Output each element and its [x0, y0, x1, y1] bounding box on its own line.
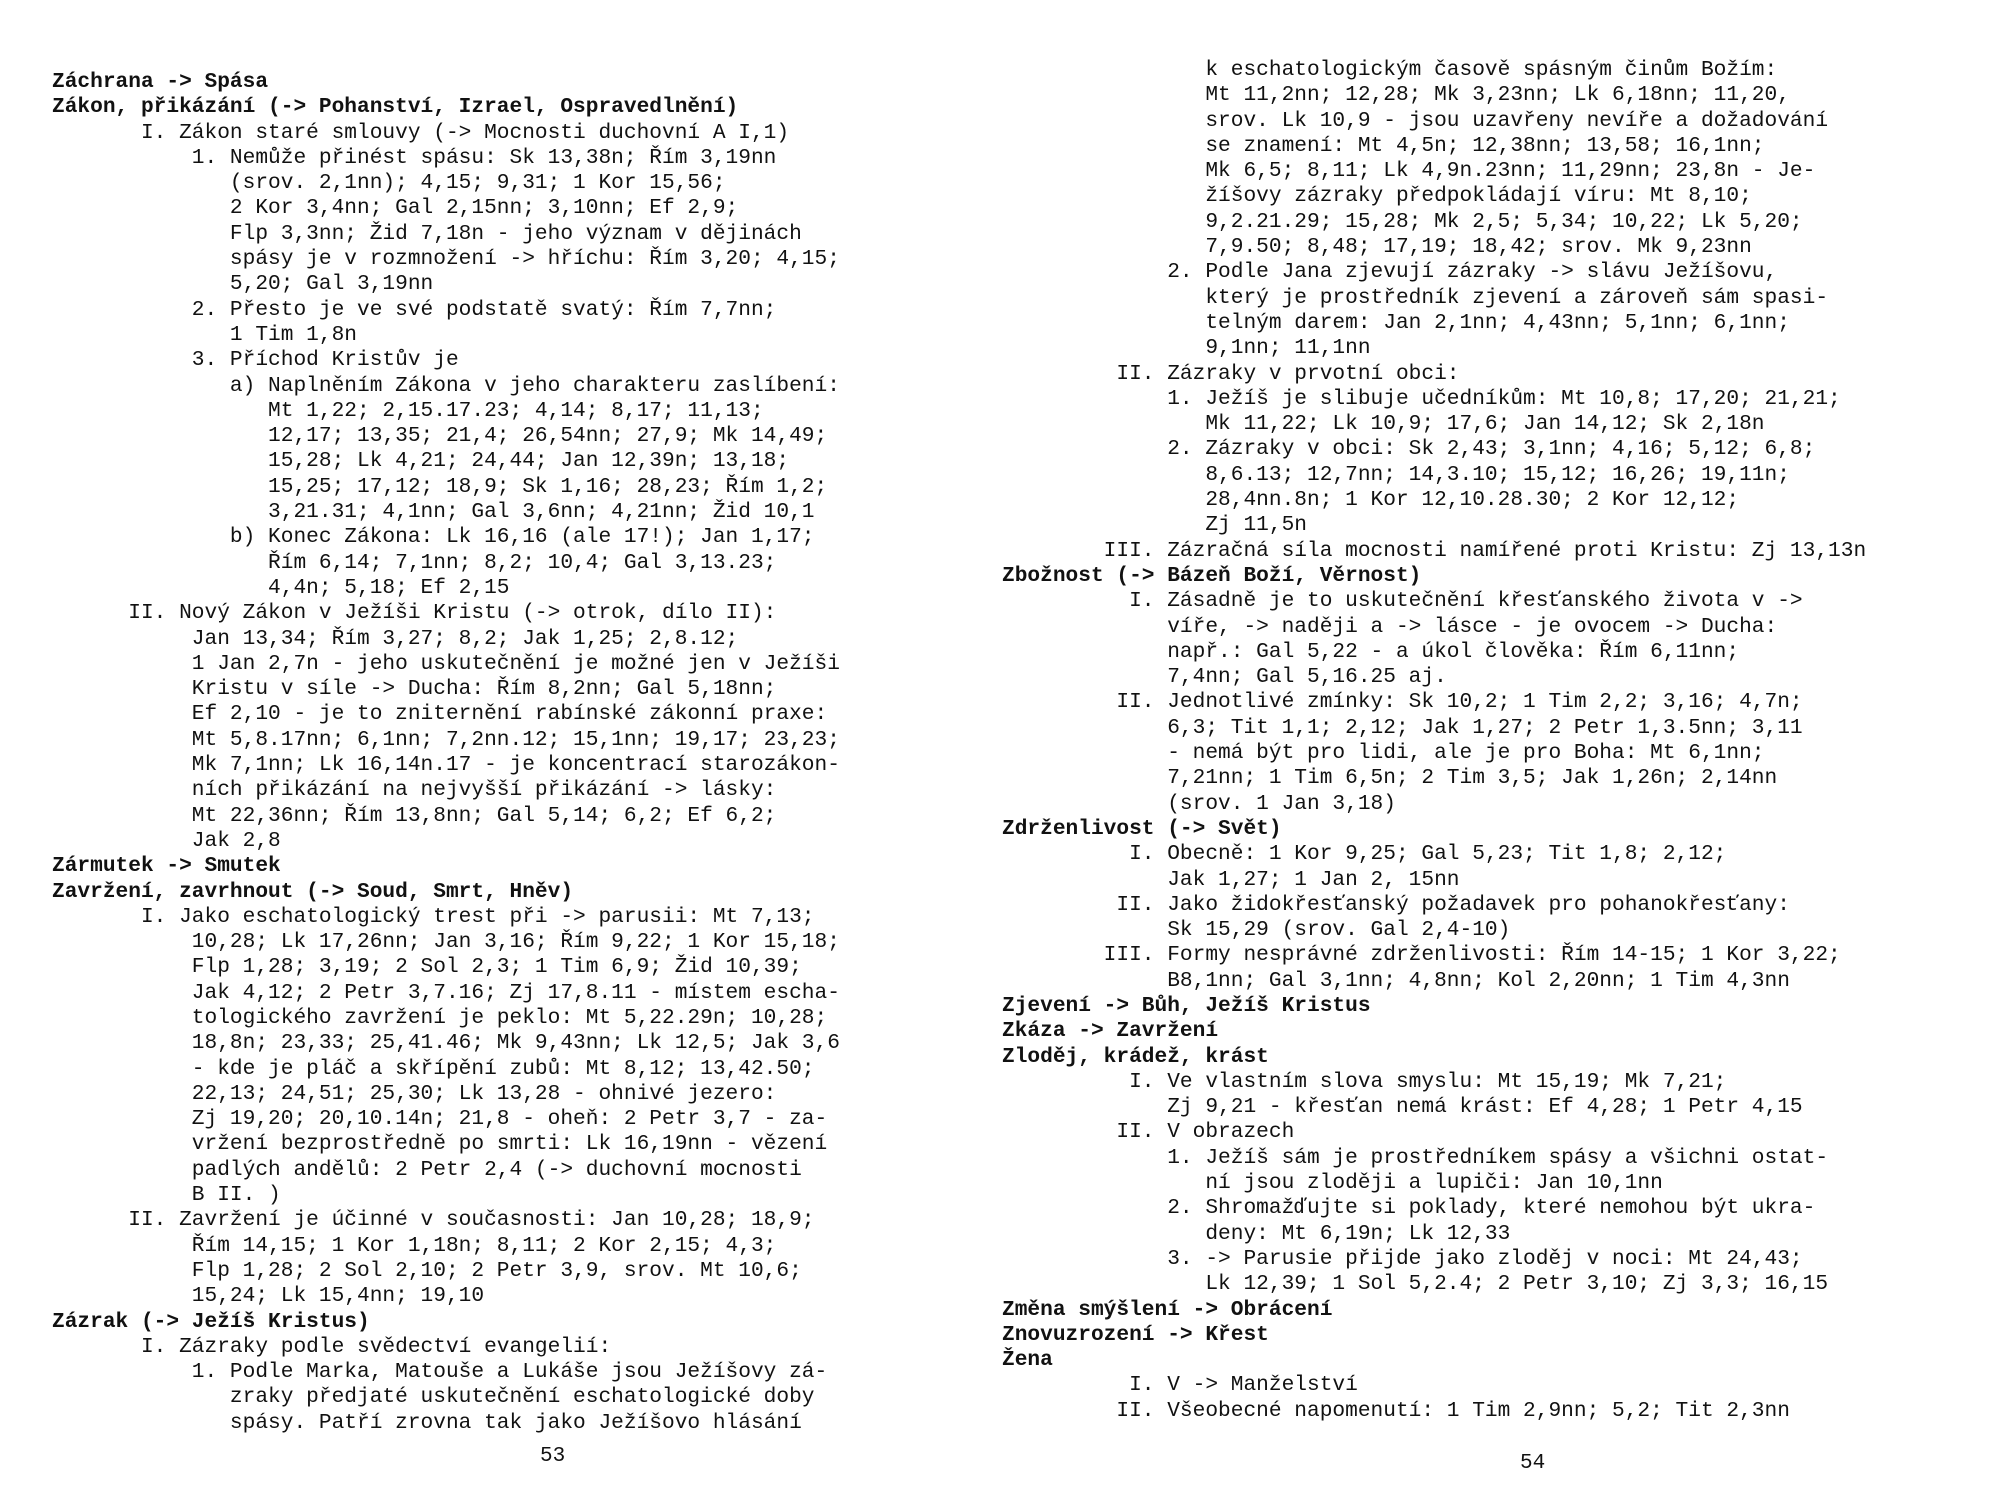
- index-entry-line: Lk 12,39; 1 Sol 5,2.4; 2 Petr 3,10; Zj 3,3; 16,15: [1002, 1272, 1829, 1297]
- index-entry-line: Ef 2,10 - je to zniternění rabínské zákonní praxe:: [52, 702, 828, 727]
- index-entry-line: 7,9.50; 8,48; 17,19; 18,42; srov. Mk 9,23nn: [1002, 235, 1752, 260]
- index-entry-line: b) Konec Zákona: Lk 16,16 (ale 17!); Jan 1,17;: [52, 525, 815, 550]
- index-entry-line: a) Naplněním Zákona v jeho charakteru zaslíbení:: [52, 373, 840, 398]
- index-entry-line: Mt 1,22; 2,15.17.23; 4,14; 8,17; 11,13;: [52, 398, 764, 423]
- index-entry-line: 5,20; Gal 3,19nn: [52, 272, 434, 297]
- index-entry-line: 1. Nemůže přinést spásu: Sk 13,38n; Řím 3,19nn: [52, 145, 777, 170]
- index-entry-line: I. Zákon staré smlouvy (-> Mocnosti duchovní A I,1): [52, 120, 790, 145]
- index-entry-line: např.: Gal 5,22 - a úkol člověka: Řím 6,11nn;: [1002, 639, 1740, 664]
- index-entry-line: III. Zázračná síla mocnosti namířené proti Kristu: Zj 13,13n: [1002, 538, 1867, 563]
- index-entry-line: Flp 1,28; 3,19; 2 Sol 2,3; 1 Tim 6,9; Žid 10,39;: [52, 955, 802, 980]
- index-entry-line: 7,4nn; Gal 5,16.25 aj.: [1002, 665, 1447, 690]
- index-entry-line: Jak 1,27; 1 Jan 2, 15nn: [1002, 867, 1460, 892]
- index-entry-line: Řím 6,14; 7,1nn; 8,2; 10,4; Gal 3,13.23;: [52, 550, 777, 575]
- index-entry-line: 15,25; 17,12; 18,9; Sk 1,16; 28,23; Řím 1,2;: [52, 474, 828, 499]
- index-entry-line: žíšovy zázraky předpokládají víru: Mt 8,10;: [1002, 184, 1752, 209]
- index-entry-line: Flp 3,3nn; Žid 7,18n - jeho význam v dějinách: [52, 221, 802, 246]
- index-headword-line: Zbožnost (-> Bázeň Boží, Věrnost): [1002, 563, 1422, 588]
- index-headword-line: Zavržení, zavrhnout (-> Soud, Smrt, Hněv): [52, 879, 574, 904]
- index-headword-line: Zármutek -> Smutek: [52, 854, 281, 879]
- index-headword-line: Zkáza -> Zavržení: [1002, 1019, 1219, 1044]
- index-entry-line: Mk 11,22; Lk 10,9; 17,6; Jan 14,12; Sk 2,18n: [1002, 412, 1765, 437]
- index-entry-line: 1 Tim 1,8n: [52, 322, 358, 347]
- index-entry-line: Jak 2,8: [52, 828, 281, 853]
- index-entry-line: 10,28; Lk 17,26nn; Jan 3,16; Řím 9,22; 1 Kor 15,18;: [52, 930, 840, 955]
- index-entry-line: Jan 13,34; Řím 3,27; 8,2; Jak 1,25; 2,8.12;: [52, 626, 739, 651]
- index-entry-line: I. V -> Manželství: [1002, 1373, 1358, 1398]
- index-entry-line: 3. Příchod Kristův je: [52, 348, 459, 373]
- index-entry-line: 12,17; 13,35; 21,4; 26,54nn; 27,9; Mk 14,49;: [52, 424, 828, 449]
- left-page-text-column: [52, 70, 962, 1436]
- right-page: [1002, 0, 2004, 1500]
- index-entry-line: II. Nový Zákon v Ježíši Kristu (-> otrok, dílo II):: [52, 601, 777, 626]
- index-entry-line: 4,4n; 5,18; Ef 2,15: [52, 575, 510, 600]
- index-entry-line: víře, -> naději a -> lásce - je ovocem -> Ducha:: [1002, 614, 1778, 639]
- right-page-text-column: [1002, 58, 2002, 1424]
- index-entry-line: I. Zásadně je to uskutečnění křesťanského života v ->: [1002, 589, 1803, 614]
- index-entry-line: telným darem: Jan 2,1nn; 4,43nn; 5,1nn; 6,1nn;: [1002, 310, 1790, 335]
- index-entry-line: B8,1nn; Gal 3,1nn; 4,8nn; Kol 2,20nn; 1 Tim 4,3nn: [1002, 968, 1790, 993]
- index-entry-line: 2. Podle Jana zjevují zázraky -> slávu Ježíšovu,: [1002, 260, 1778, 285]
- index-entry-line: Flp 1,28; 2 Sol 2,10; 2 Petr 3,9, srov. Mt 10,6;: [52, 1258, 802, 1283]
- index-entry-line: I. Jako eschatologický trest při -> parusii: Mt 7,13;: [52, 904, 815, 929]
- index-entry-line: 28,4nn.8n; 1 Kor 12,10.28.30; 2 Kor 12,12;: [1002, 488, 1740, 513]
- index-headword-line: Zákon, přikázání (-> Pohanství, Izrael, Ospravedlnění): [52, 95, 739, 120]
- index-entry-line: (srov. 2,1nn); 4,15; 9,31; 1 Kor 15,56;: [52, 171, 726, 196]
- index-headword-line: Změna smýšlení -> Obrácení: [1002, 1297, 1333, 1322]
- index-entry-line: tologického zavržení je peklo: Mt 5,22.29n; 10,28;: [52, 1005, 828, 1030]
- index-entry-line: - kde je pláč a skřípění zubů: Mt 8,12; 13,42.50;: [52, 1056, 815, 1081]
- index-entry-line: II. Zázraky v prvotní obci:: [1002, 361, 1460, 386]
- index-headword-line: Žena: [1002, 1348, 1053, 1373]
- index-entry-line: ní jsou zloději a lupiči: Jan 10,1nn: [1002, 1171, 1663, 1196]
- index-entry-line: Zj 9,21 - křesťan nemá krást: Ef 4,28; 1 Petr 4,15: [1002, 1095, 1803, 1120]
- index-entry-line: 3,21.31; 4,1nn; Gal 3,6nn; 4,21nn; Žid 10,1: [52, 500, 815, 525]
- index-entry-line: - nemá být pro lidi, ale je pro Boha: Mt 6,1nn;: [1002, 741, 1765, 766]
- index-entry-line: Mt 22,36nn; Řím 13,8nn; Gal 5,14; 6,2; Ef 6,2;: [52, 803, 777, 828]
- index-entry-line: srov. Lk 10,9 - jsou uzavřeny nevíře a dožadování: [1002, 108, 1829, 133]
- index-entry-line: se znamení: Mt 4,5n; 12,38nn; 13,58; 16,1nn;: [1002, 133, 1765, 158]
- index-entry-line: 2 Kor 3,4nn; Gal 2,15nn; 3,10nn; Ef 2,9;: [52, 196, 739, 221]
- page-number: 53: [540, 1445, 566, 1468]
- left-page: [0, 0, 1000, 1500]
- index-entry-line: (srov. 1 Jan 3,18): [1002, 791, 1396, 816]
- index-entry-line: vržení bezprostředně po smrti: Lk 16,19nn - vězení: [52, 1132, 828, 1157]
- index-entry-line: 15,24; Lk 15,4nn; 19,10: [52, 1284, 485, 1309]
- index-entry-line: který je prostředník zjevení a zároveň sám spasi-: [1002, 285, 1829, 310]
- index-entry-line: 15,28; Lk 4,21; 24,44; Jan 12,39n; 13,18;: [52, 449, 790, 474]
- index-entry-line: Kristu v síle -> Ducha: Řím 8,2nn; Gal 5,18nn;: [52, 677, 777, 702]
- index-entry-line: I. Zázraky podle svědectví evangelií:: [52, 1334, 612, 1359]
- index-entry-line: II. Všeobecné napomenutí: 1 Tim 2,9nn; 5,2; Tit 2,3nn: [1002, 1398, 1790, 1423]
- index-entry-line: Sk 15,29 (srov. Gal 2,4-10): [1002, 918, 1511, 943]
- index-entry-line: Zj 19,20; 20,10.14n; 21,8 - oheň: 2 Petr 3,7 - za-: [52, 1107, 828, 1132]
- index-entry-line: Mt 11,2nn; 12,28; Mk 3,23nn; Lk 6,18nn; 11,20,: [1002, 83, 1790, 108]
- index-entry-line: II. Zavržení je účinné v současnosti: Jan 10,28; 18,9;: [52, 1208, 815, 1233]
- index-entry-line: k eschatologickým časově spásným činům Božím:: [1002, 58, 1778, 82]
- index-entry-line: 18,8n; 23,33; 25,41.46; Mk 9,43nn; Lk 12,5; Jak 3,6: [52, 1031, 840, 1056]
- index-entry-line: 1. Ježíš je slibuje učedníkům: Mt 10,8; 17,20; 21,21;: [1002, 386, 1841, 411]
- index-headword-line: Znovuzrození -> Křest: [1002, 1322, 1269, 1347]
- index-entry-line: III. Formy nesprávné zdrženlivosti: Řím 14-15; 1 Kor 3,22;: [1002, 943, 1841, 968]
- index-headword-line: Zloděj, krádež, krást: [1002, 1044, 1269, 1069]
- index-entry-line: 1. Ježíš sám je prostředníkem spásy a všichni ostat-: [1002, 1145, 1829, 1170]
- index-entry-line: 2. Zázraky v obci: Sk 2,43; 3,1nn; 4,16; 5,12; 6,8;: [1002, 437, 1816, 462]
- index-entry-line: Zj 11,5n: [1002, 513, 1308, 538]
- index-entry-line: II. V obrazech: [1002, 1120, 1295, 1145]
- index-entry-line: Jak 4,12; 2 Petr 3,7.16; Zj 17,8.11 - místem escha-: [52, 980, 840, 1005]
- index-entry-line: Mt 5,8.17nn; 6,1nn; 7,2nn.12; 15,1nn; 19,17; 23,23;: [52, 727, 840, 752]
- index-entry-line: zraky předjaté uskutečnění eschatologické doby: [52, 1385, 815, 1410]
- index-entry-line: I. Ve vlastním slova smyslu: Mt 15,19; Mk 7,21;: [1002, 1069, 1727, 1094]
- index-entry-line: 9,1nn; 11,1nn: [1002, 336, 1371, 361]
- index-entry-line: 2. Shromažďujte si poklady, které nemohou být ukra-: [1002, 1196, 1816, 1221]
- index-entry-line: B II. ): [52, 1183, 281, 1208]
- index-entry-line: II. Jako židokřesťanský požadavek pro pohanokřesťany:: [1002, 892, 1790, 917]
- index-entry-line: 1 Jan 2,7n - jeho uskutečnění je možné jen v Ježíši: [52, 651, 840, 676]
- index-entry-line: Řím 14,15; 1 Kor 1,18n; 8,11; 2 Kor 2,15; 4,3;: [52, 1233, 777, 1258]
- index-entry-line: padlých andělů: 2 Petr 2,4 (-> duchovní mocnosti: [52, 1157, 802, 1182]
- index-headword-line: Zdrženlivost (-> Svět): [1002, 816, 1282, 841]
- index-headword-line: Zázrak (-> Ježíš Kristus): [52, 1309, 370, 1334]
- index-entry-line: Mk 7,1nn; Lk 16,14n.17 - je koncentrací starozákon-: [52, 753, 840, 778]
- index-entry-line: 8,6.13; 12,7nn; 14,3.10; 15,12; 16,26; 19,11n;: [1002, 462, 1790, 487]
- index-entry-line: 7,21nn; 1 Tim 6,5n; 2 Tim 3,5; Jak 1,26n; 2,14nn: [1002, 766, 1778, 791]
- index-entry-line: 1. Podle Marka, Matouše a Lukáše jsou Ježíšovy zá-: [52, 1360, 828, 1385]
- index-entry-line: spásy je v rozmnožení -> hříchu: Řím 3,20; 4,15;: [52, 247, 840, 272]
- index-entry-line: Mk 6,5; 8,11; Lk 4,9n.23nn; 11,29nn; 23,8n - Je-: [1002, 159, 1816, 184]
- index-entry-line: deny: Mt 6,19n; Lk 12,33: [1002, 1221, 1511, 1246]
- index-entry-line: 3. -> Parusie přijde jako zloděj v noci: Mt 24,43;: [1002, 1246, 1803, 1271]
- index-entry-line: 9,2.21.29; 15,28; Mk 2,5; 5,34; 10,22; Lk 5,20;: [1002, 209, 1803, 234]
- index-entry-line: ních přikázání na nejvyšší přikázání -> lásky:: [52, 778, 777, 803]
- index-entry-line: 6,3; Tit 1,1; 2,12; Jak 1,27; 2 Petr 1,3.5nn; 3,11: [1002, 715, 1803, 740]
- index-entry-line: 2. Přesto je ve své podstatě svatý: Řím 7,7nn;: [52, 297, 777, 322]
- index-headword-line: Záchrana -> Spása: [52, 70, 269, 94]
- index-entry-line: 22,13; 24,51; 25,30; Lk 13,28 - ohnivé jezero:: [52, 1081, 777, 1106]
- index-entry-line: I. Obecně: 1 Kor 9,25; Gal 5,23; Tit 1,8; 2,12;: [1002, 842, 1727, 867]
- index-headword-line: Zjevení -> Bůh, Ježíš Kristus: [1002, 993, 1371, 1018]
- index-entry-line: II. Jednotlivé zmínky: Sk 10,2; 1 Tim 2,2; 3,16; 4,7n;: [1002, 690, 1803, 715]
- index-entry-line: spásy. Patří zrovna tak jako Ježíšovo hlásání: [52, 1410, 802, 1435]
- page-number: 54: [1520, 1452, 1546, 1475]
